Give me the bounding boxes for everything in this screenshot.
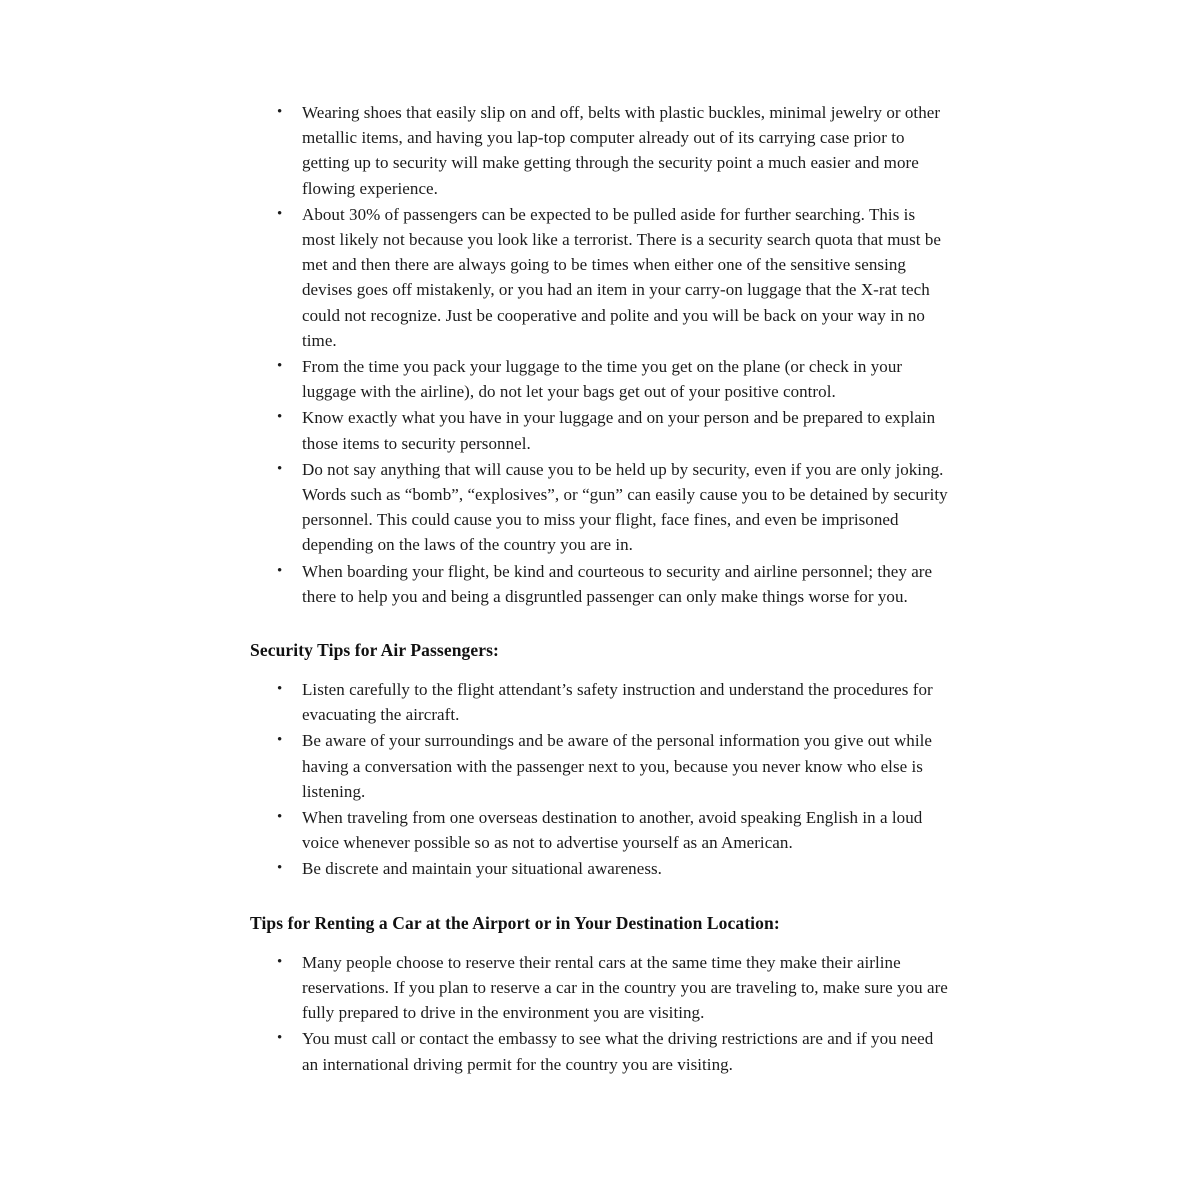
document-body <box>250 100 950 1077</box>
section-car-rental-tips <box>250 911 950 1077</box>
list-item-text: About 30% of passengers can be expected to be pulled aside for further searching. This is most likely not because you look like a terrorist. There is a security search quota that must be met and then there are always going to be times when either one of the sensitive sensing devises goes off mistakenly, or you had an item in your carry-on luggage that the X-rat tech could not recognize. Just be cooperative and polite and you will be back on your way in no time. <box>302 204 941 350</box>
list-item-text: From the time you pack your luggage to the time you get on the plane (or check in your luggage with the airline), do not let your bags get out of your positive control. <box>302 357 903 402</box>
bullet-icon: • <box>277 205 283 222</box>
section-pre-security-tips <box>250 100 950 620</box>
list-item-text: Do not say anything that will cause you to be held up by security, even if you are only joking. Words such as “bomb”, “explosives”, or “gun” can easily cause you to be detained by security personnel. This could cause you to miss your flight, face fines, and even be imprisoned depending on the laws of the country you are in. <box>302 459 948 555</box>
list-item-text: Many people choose to reserve their rental cars at the same time they make their airline reservations. If you plan to reserve a car in the country you are traveling to, make sure you are fully prepared to drive in the environment you are visiting. <box>302 952 948 1023</box>
bullet-icon: • <box>277 460 283 477</box>
list-item-text: Listen carefully to the flight attendant’s safety instruction and understand the procedures for evacuating the aircraft. <box>302 680 933 725</box>
list-item <box>250 677 950 727</box>
bullet-icon: • <box>277 860 283 877</box>
list-item-text: You must call or contact the embassy to see what the driving restrictions are and if you need an international driving permit for the country you are visiting. <box>302 1029 934 1074</box>
bullet-icon: • <box>277 732 283 749</box>
bullet-icon: • <box>277 809 283 826</box>
bullet-icon: • <box>277 409 283 426</box>
section-spacer <box>250 883 950 893</box>
bullet-icon: • <box>277 104 283 120</box>
section-heading: Security Tips for Air Passengers: <box>250 640 499 661</box>
section-security-tips-air-passengers <box>250 638 950 893</box>
bullet-icon: • <box>277 681 283 698</box>
list-item <box>250 457 950 558</box>
list-item <box>250 728 950 804</box>
list-item <box>250 559 950 609</box>
list-item-text: Be discrete and maintain your situational awareness. <box>302 859 662 879</box>
bullet-icon: • <box>277 358 283 375</box>
bullet-icon: • <box>277 953 283 970</box>
bullet-list <box>250 677 950 882</box>
bullet-list <box>250 100 950 609</box>
bullet-icon: • <box>277 1030 283 1047</box>
list-item <box>250 950 950 1026</box>
list-item-text: When boarding your flight, be kind and courteous to security and airline personnel; they are there to help you and being a disgruntled passenger can only make things worse for you. <box>302 561 933 606</box>
section-spacer <box>250 610 950 620</box>
list-item-text: Know exactly what you have in your luggage and on your person and be prepared to explain those items to security personnel. <box>302 408 936 453</box>
list-item <box>250 354 950 404</box>
bullet-list <box>250 950 950 1077</box>
list-item-text: Wearing shoes that easily slip on and off, belts with plastic buckles, minimal jewelry or other metallic items, and having you lap-top computer already out of its carrying case prior to getting up to security will make getting through the security point a much easier and more flowing experience. <box>302 103 941 198</box>
list-item <box>250 405 950 455</box>
list-item <box>250 100 950 201</box>
list-item <box>250 202 950 353</box>
section-heading: Tips for Renting a Car at the Airport or in Your Destination Location: <box>250 912 780 933</box>
list-item-text: When traveling from one overseas destination to another, avoid speaking English in a loud voice whenever possible so as not to advertise yourself as an American. <box>302 808 923 853</box>
list-item <box>250 1026 950 1076</box>
bullet-icon: • <box>277 562 283 579</box>
list-item <box>250 856 950 881</box>
list-item <box>250 805 950 855</box>
list-item-text: Be aware of your surroundings and be aware of the personal information you give out while having a conversation with the passenger next to you, because you never know who else is listening. <box>302 731 932 801</box>
